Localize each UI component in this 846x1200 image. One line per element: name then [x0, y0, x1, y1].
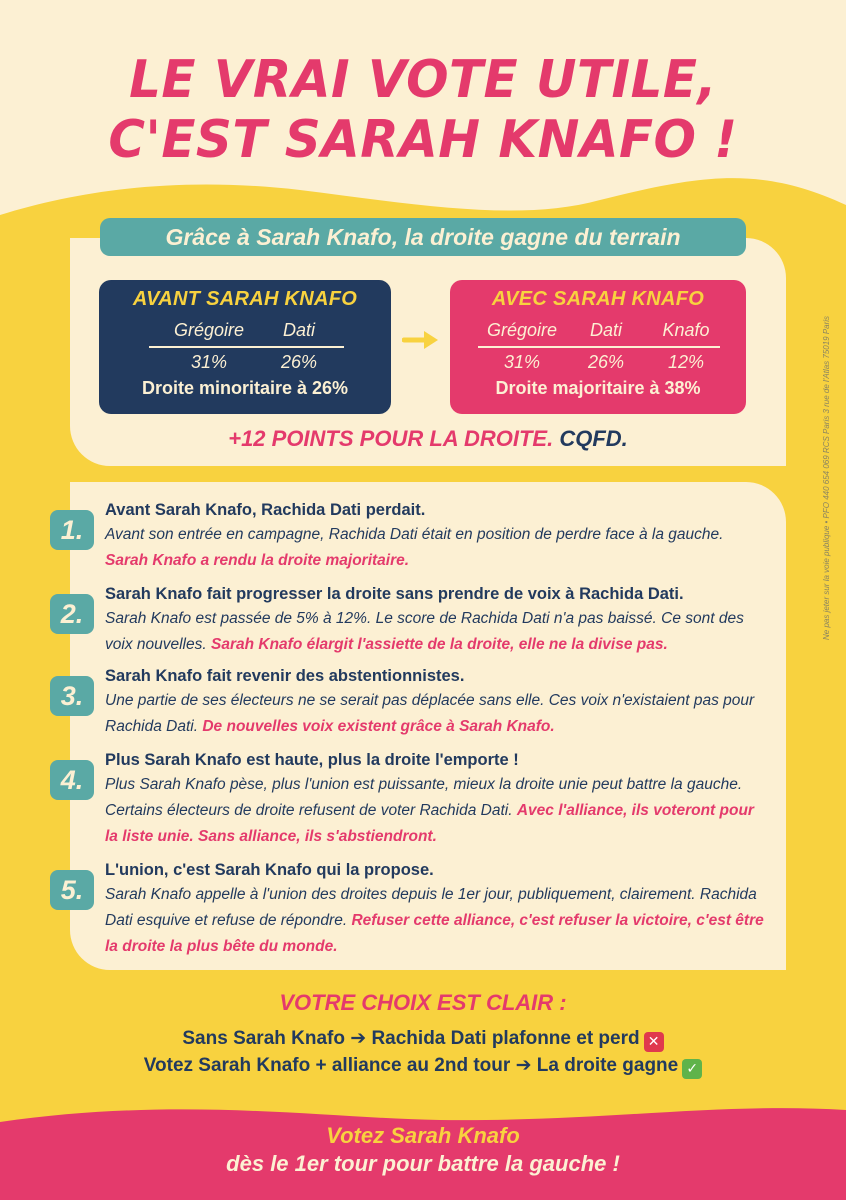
item-body-text: Sarah Knafo appelle à l'union des droites depuis le 1er jour, publiquement, clairement. Rachida Dati esquive et refuse de répondre.: [105, 886, 757, 929]
after-foot: Droite majoritaire à 38%: [495, 378, 701, 398]
item-highlight: Avec l'alliance, ils voteront pour la liste unie. Sans alliance, ils s'abstiendront.: [105, 802, 754, 845]
after-value: 12%: [667, 352, 705, 372]
footer-call-to-action: [0, 1122, 846, 1178]
item-title: Sarah Knafo fait revenir des abstentionnistes.: [105, 667, 465, 685]
item-body: [105, 882, 765, 960]
after-name: Knafo: [662, 320, 710, 340]
item-highlight: De nouvelles voix existent grâce à Sarah Knafo.: [202, 718, 555, 735]
after-title: AVEC SARAH KNAFO: [491, 288, 705, 310]
item-title: L'union, c'est Sarah Knafo qui la propose.: [105, 861, 434, 879]
item-body-text: Une partie de ses électeurs ne se serait pas déplacée sans elle. Ces voix n'existaient pas pour Rachida Dati.: [105, 692, 755, 735]
item-number-badge: 1.: [50, 510, 94, 550]
before-title: AVANT SARAH KNAFO: [132, 288, 358, 310]
item-highlight: Sarah Knafo élargit l'assiette de la droite, elle ne la divise pas.: [210, 636, 668, 653]
legal-notice: Ne pas jeter sur la voie publique • PFO 440 654 069 RCS Paris 3 rue de l'Atlas 75019 Paris: [822, 315, 831, 640]
item-body-text: Sarah Knafo est passée de 5% à 12%. Le score de Rachida Dati n'a pas baissé. Ce sont des voix nouvelles.: [105, 610, 744, 653]
item-number-badge: 2.: [50, 594, 94, 634]
arrow-right-icon: [402, 328, 442, 352]
footer-line-2: dès le 1er tour pour battre la gauche !: [226, 1151, 620, 1176]
comparison-tag: Grâce à Sarah Knafo, la droite gagne du terrain: [100, 218, 746, 256]
before-names: [99, 320, 391, 344]
item-body: [105, 772, 765, 850]
footer-line-1: Votez Sarah Knafo: [326, 1123, 520, 1148]
item-highlight: Refuser cette alliance, c'est refuser la victoire, c'est être la droite la plus bête du monde.: [105, 912, 764, 955]
choice-line-1-text: Sans Sarah Knafo ➔ Rachida Dati plafonne et perd: [182, 1028, 640, 1049]
headline: [0, 50, 846, 170]
item-title: Sarah Knafo fait progresser la droite sans prendre de voix à Rachida Dati.: [105, 585, 684, 603]
headline-line-1: LE VRAI VOTE UTILE,: [129, 50, 717, 110]
check-mark-icon: ✓: [682, 1059, 702, 1079]
item-number-badge: 4.: [50, 760, 94, 800]
after-values: [450, 352, 746, 376]
choice-line-2: [0, 1054, 846, 1079]
points-suffix: CQFD.: [559, 426, 628, 451]
before-name: Dati: [282, 320, 316, 340]
item-title: Plus Sarah Knafo est haute, plus la droite l'emporte !: [105, 751, 519, 769]
item-body-text: Plus Sarah Knafo pèse, plus l'union est puissante, mieux la droite unie peut battre la gauche. Certains électeurs de droite refusent de voter Rachida Dati.: [105, 776, 743, 819]
points-summary: [70, 426, 786, 452]
before-foot: Droite minoritaire à 26%: [141, 378, 349, 398]
after-name: Grégoire: [486, 320, 558, 340]
item-title: Avant Sarah Knafo, Rachida Dati perdait.: [105, 501, 426, 519]
before-box: [99, 280, 391, 414]
before-value: 31%: [190, 352, 228, 372]
item-number-badge: 3.: [50, 676, 94, 716]
choice-line-2-text: Votez Sarah Knafo + alliance au 2nd tour ➔ La droite gagne: [143, 1055, 679, 1076]
before-name: Grégoire: [173, 320, 245, 340]
item-body: [105, 688, 765, 740]
before-value: 26%: [280, 352, 318, 372]
item-body-text: Avant son entrée en campagne, Rachida Dati était en position de perdre face à la gauche.: [105, 526, 724, 543]
before-divider: [149, 346, 344, 348]
after-box: [450, 280, 746, 414]
headline-line-2: C'EST SARAH KNAFO !: [108, 110, 738, 170]
points-text: +12 POINTS POUR LA DROITE.: [228, 426, 554, 451]
item-body: [105, 606, 765, 658]
cross-mark-icon: ✕: [644, 1032, 664, 1052]
choice-line-1: [0, 1027, 846, 1052]
item-body: [105, 522, 765, 574]
after-divider: [478, 346, 720, 348]
item-highlight: Sarah Knafo a rendu la droite majoritaire.: [105, 552, 410, 569]
after-value: 26%: [587, 352, 625, 372]
after-names: [450, 320, 746, 344]
after-value: 31%: [503, 352, 541, 372]
after-name: Dati: [589, 320, 623, 340]
choice-title: VOTRE CHOIX EST CLAIR :: [279, 990, 567, 1015]
item-number-badge: 5.: [50, 870, 94, 910]
before-values: [99, 352, 391, 376]
